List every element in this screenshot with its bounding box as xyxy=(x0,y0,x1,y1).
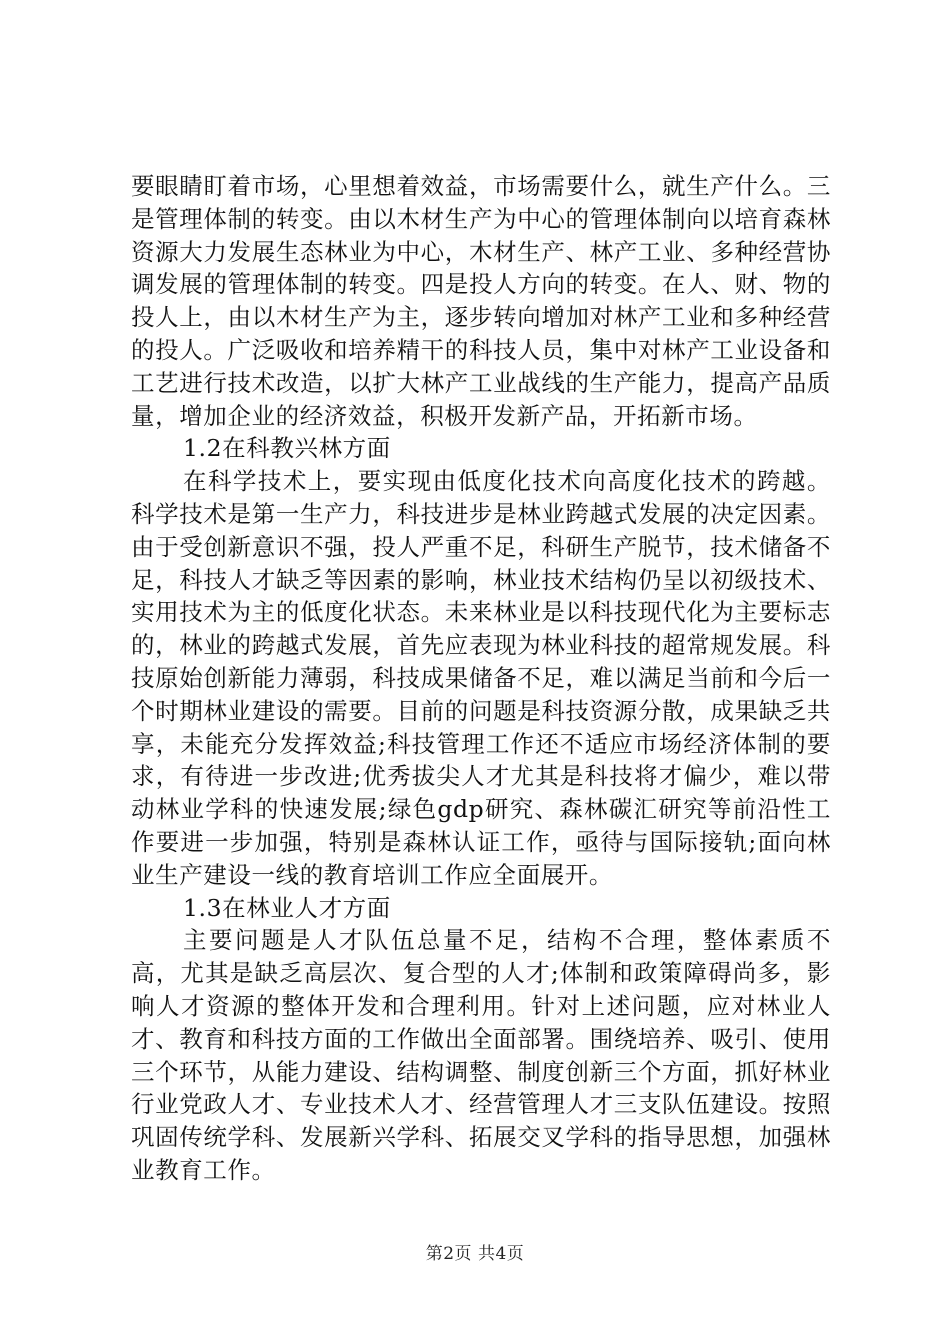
body-paragraph-3: 主要问题是人才队伍总量不足，结构不合理，整体素质不高，尤其是缺乏高层次、复合型的人才;体制和政策障碍尚多，影响人才资源的整体开发和合理利用。针对上述问题，应对林业人才、教育和科技方面的工作做出全面部署。围绕培养、吸引、使用三个环节，从能力建设、结构调整、制度创新三个方面，抓好林业行业党政人才、专业技术人才、经营管理人才三支队伍建设。按照巩固传统学科、发展新兴学科、拓展交叉学科的指导思想，加强林业教育工作。 xyxy=(131,926,831,1184)
body-paragraph-1: 要眼睛盯着市场，心里想着效益，市场需要什么，就生产什么。三是管理体制的转变。由以木材生产为中心的管理体制向以培育森林资源大力发展生态林业为中心，木材生产、林产工业、多种经营协调发展的管理体制的转变。四是投人方向的转变。在人、财、物的投人上，由以木材生产为主，逐步转向增加对林产工业和多种经营的投人。广泛吸收和培养精干的科技人员，集中对林产工业设备和工艺进行技术改造，以扩大林产工业战线的生产能力，提高产品质量，增加企业的经济效益，积极开发新产品，开拓新市场。 xyxy=(131,172,831,430)
section-heading-1-2: 1.2在科教兴林方面 xyxy=(183,434,391,463)
body-paragraph-2: 在科学技术上，要实现由低度化技术向高度化技术的跨越。科学技术是第一生产力，科技进步是林业跨越式发展的决定因素。由于受创新意识不强，投人严重不足，科研生产脱节，技术储备不足，科技人才缺乏等因素的影响，林业技术结构仍呈以初级技术、实用技术为主的低度化状态。未来林业是以科技现代化为主要标志的，林业的跨越式发展，首先应表现为林业科技的超常规发展。科技原始创新能力薄弱，科技成果储备不足，难以满足当前和今后一个时期林业建设的需要。目前的问题是科技资源分散，成果缺乏共享，未能充分发挥效益;科技管理工作还不适应市场经济体制的要求，有待进一步改进;优秀拔尖人才尤其是科技将才偏少，难以带动林业学科的快速发展;绿色gdp研究、森林碳汇研究等前沿性工作要进一步加强，特别是森林认证工作，亟待与国际接轨;面向林业生产建设一线的教育培训工作应全面展开。 xyxy=(131,467,831,889)
section-heading-1-3: 1.3在林业人才方面 xyxy=(183,893,391,922)
page-number-footer: 第2页 共4页 xyxy=(425,1244,525,1264)
document-body xyxy=(131,170,831,1187)
